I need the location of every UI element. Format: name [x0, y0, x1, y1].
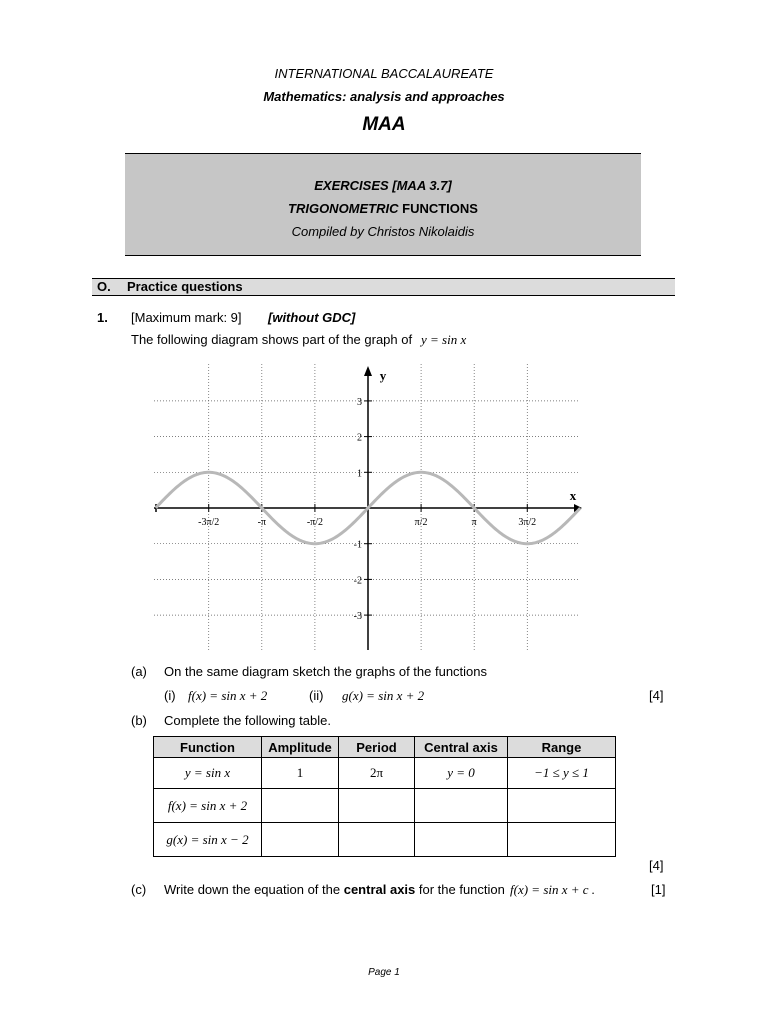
- table-header: Range: [508, 737, 616, 758]
- table-header: Period: [339, 737, 415, 758]
- part-a-ii-label: (ii): [309, 688, 324, 703]
- y-tick-label: 1: [357, 468, 362, 480]
- section-title: Practice questions: [127, 279, 243, 294]
- table-header: Function: [154, 737, 262, 758]
- exercise-title: EXERCISES [MAA 3.7]: [314, 178, 452, 193]
- compiler: Compiled by Christos Nikolaidis: [291, 224, 475, 239]
- header-code: MAA: [362, 114, 406, 135]
- x-tick-label: π/2: [414, 517, 428, 528]
- part-a-i-label: (i): [164, 688, 176, 703]
- question-number: 1.: [97, 310, 108, 325]
- part-b-label: (b): [131, 713, 147, 728]
- answer-cell[interactable]: [415, 823, 508, 857]
- page-number: Page 1: [368, 967, 400, 978]
- table-header: Amplitude: [262, 737, 339, 758]
- x-tick-label: π: [471, 517, 477, 528]
- answer-cell[interactable]: [508, 823, 616, 857]
- x-tick-label: 3π/2: [518, 517, 537, 528]
- y-axis-label: y: [379, 368, 387, 383]
- grid: [154, 364, 578, 650]
- table-cell: y = 0: [415, 758, 508, 789]
- y-tick-label: -2: [353, 575, 362, 587]
- answer-cell[interactable]: [339, 823, 415, 857]
- table-cell: f(x) = sin x + 2: [154, 789, 262, 823]
- x-axis-label: x: [569, 488, 577, 503]
- section-number: O.: [97, 279, 111, 294]
- table-header: Central axis: [415, 737, 508, 758]
- part-a-text: On the same diagram sketch the graphs of the functions: [164, 664, 488, 679]
- x-tick-label: -3π/2: [198, 517, 220, 528]
- table-cell: 2π: [339, 758, 415, 789]
- part-c-math: f(x) = sin x + c .: [510, 882, 596, 897]
- topic-rest: FUNCTIONS: [398, 201, 478, 216]
- gdc-note: [without GDC]: [268, 310, 356, 325]
- table-cell: g(x) = sin x − 2: [154, 823, 262, 857]
- title-box: [125, 153, 641, 256]
- part-a-ii-math: g(x) = sin x + 2: [342, 688, 425, 703]
- sine-graph: [150, 360, 590, 655]
- answer-cell[interactable]: [415, 789, 508, 823]
- question-marks: [Maximum mark: 9]: [131, 310, 242, 325]
- answer-cell[interactable]: [339, 789, 415, 823]
- table-row: [154, 789, 616, 823]
- table-cell: −1 ≤ y ≤ 1: [508, 758, 616, 789]
- y-axis-arrow: [364, 366, 372, 376]
- answer-cell[interactable]: [262, 789, 339, 823]
- part-c-text-2: for the function: [415, 882, 505, 897]
- part-a-label: (a): [131, 664, 147, 679]
- answer-cell[interactable]: [262, 823, 339, 857]
- x-tick-label: -π: [257, 517, 267, 528]
- y-tick-label: -1: [353, 539, 362, 551]
- y-tick-label: 2: [357, 432, 362, 444]
- part-b-marks: [4]: [649, 858, 664, 873]
- table-cell: y = sin x: [154, 758, 262, 789]
- intro-math: y = sin x: [421, 332, 467, 347]
- part-c-text-1: Write down the equation of the: [164, 882, 344, 897]
- part-b-text: Complete the following table.: [164, 713, 331, 728]
- part-c-label: (c): [131, 882, 147, 897]
- section-heading: [92, 278, 675, 296]
- part-c-text: [164, 882, 505, 898]
- y-tick-label: 3: [357, 396, 362, 408]
- question-intro: The following diagram shows part of the graph of: [131, 332, 413, 347]
- table-row: [154, 758, 616, 789]
- axis-labels: [198, 368, 577, 622]
- header-institution: INTERNATIONAL BACCALAUREATE: [274, 66, 494, 81]
- part-a-marks: [4]: [649, 688, 664, 703]
- header-course: Mathematics: analysis and approaches: [263, 89, 505, 104]
- x-tick-label: -π/2: [306, 517, 323, 528]
- part-a-i-math: f(x) = sin x + 2: [188, 688, 268, 703]
- function-table: [153, 736, 616, 857]
- topic-title: [125, 201, 641, 216]
- y-tick-label: -3: [353, 611, 362, 623]
- topic-italic: TRIGONOMETRIC: [288, 201, 399, 216]
- answer-cell[interactable]: [508, 789, 616, 823]
- table-header-row: [154, 737, 616, 758]
- central-axis-term: central axis: [343, 882, 416, 897]
- part-c-marks: [1]: [651, 882, 666, 897]
- table-row: [154, 823, 616, 857]
- table-cell: 1: [262, 758, 339, 789]
